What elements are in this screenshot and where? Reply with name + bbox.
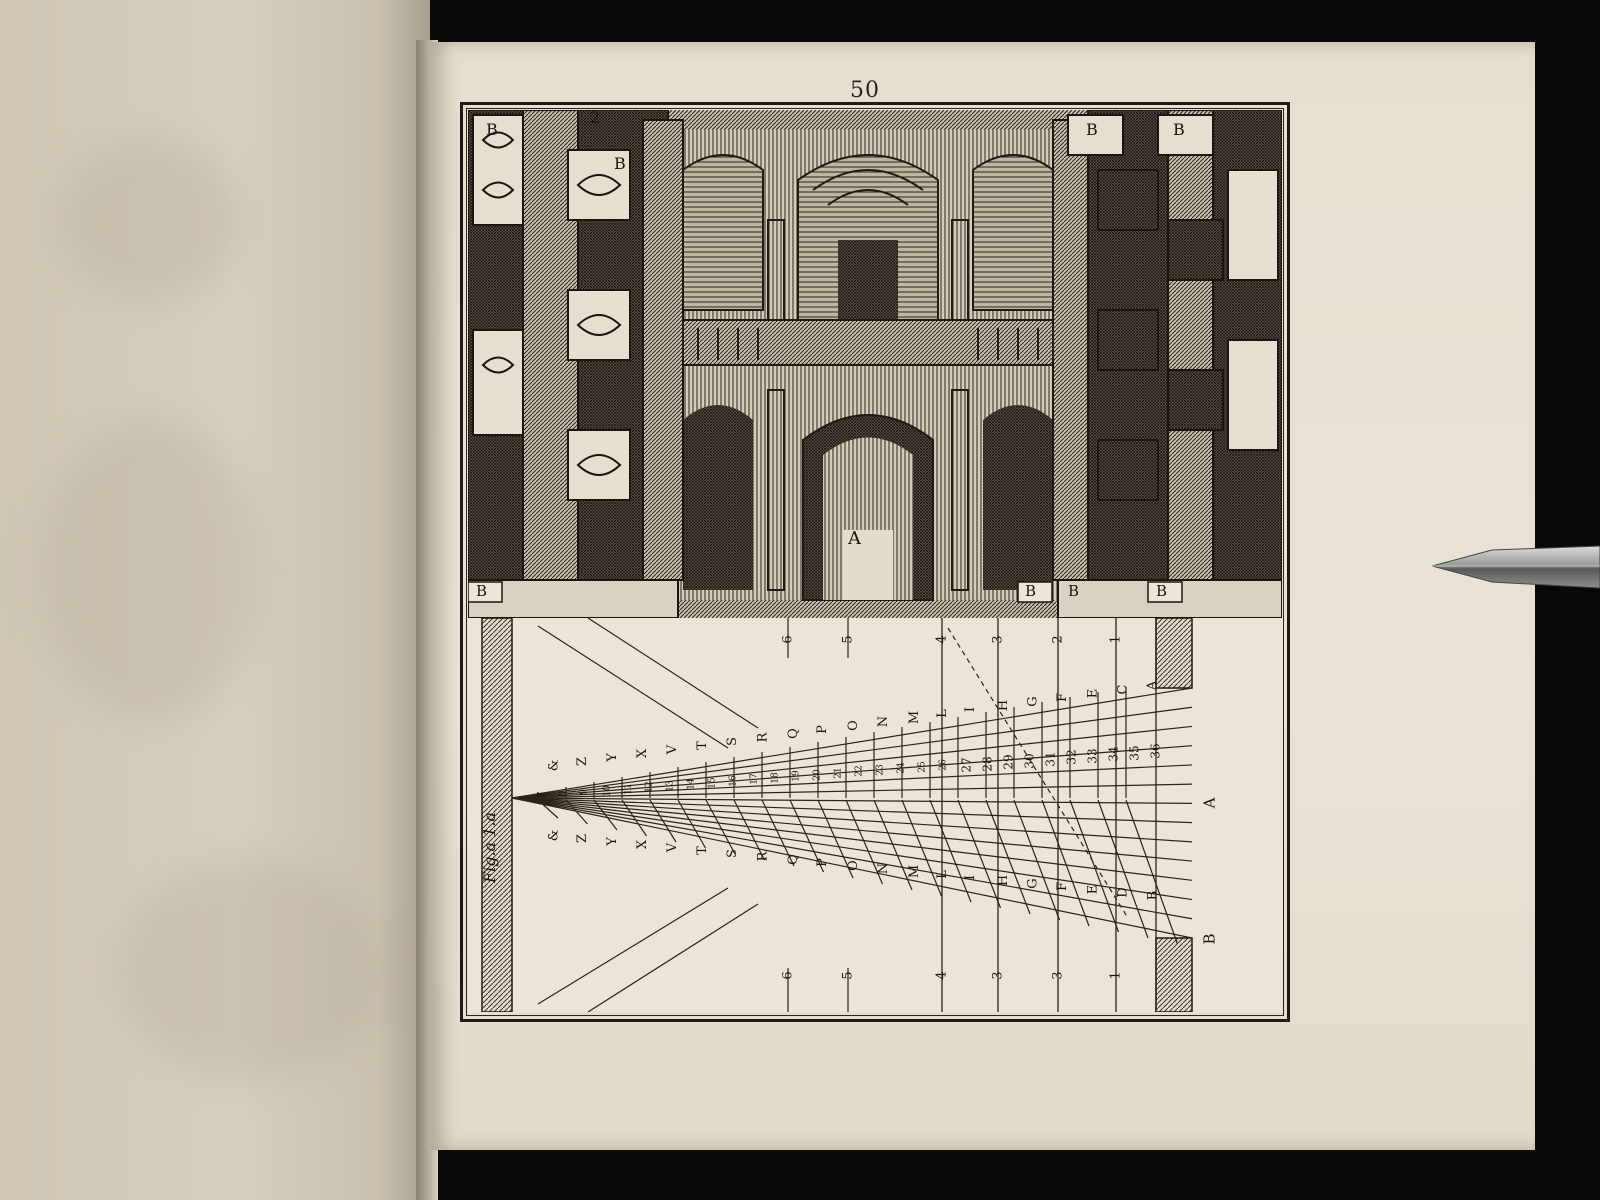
- lower-letter-label: O: [845, 860, 861, 871]
- label-b-top-right-1: B: [1086, 120, 1098, 139]
- page-stain: [60, 140, 240, 300]
- upper-letter-label: G: [1025, 696, 1041, 707]
- upper-letter-label: L: [934, 709, 950, 718]
- perspective-diagram: [468, 618, 1282, 1012]
- lower-letter-label: T: [694, 846, 710, 855]
- number-label: 28: [980, 756, 995, 772]
- label-b-top-right-2: B: [1173, 120, 1185, 139]
- lower-letter-label: D: [1115, 887, 1131, 898]
- bottom-scale-number: 1: [1108, 971, 1124, 980]
- lower-letter-label: F: [1055, 881, 1071, 892]
- upper-letter-label: N: [876, 715, 892, 728]
- number-label: 32: [1064, 749, 1079, 766]
- top-scale-number: 1: [1108, 635, 1124, 644]
- number-label: 16: [728, 775, 739, 787]
- top-scale-number: 4: [934, 635, 950, 644]
- bottom-scale-number: 6: [780, 971, 796, 980]
- letter-opener-blade: [1432, 544, 1600, 602]
- number-label: 25: [917, 760, 928, 773]
- number-label: 18: [770, 772, 781, 784]
- lower-letter-label: M: [907, 864, 923, 879]
- number-label: 9: [578, 789, 589, 796]
- number-label: 10: [602, 784, 613, 797]
- bottom-scale-number: 3: [990, 971, 1006, 980]
- lower-letter-label: G: [1025, 878, 1041, 889]
- blade-illustration: [1432, 544, 1600, 602]
- number-label: 20: [812, 768, 823, 781]
- lower-letter-label: V: [665, 842, 681, 853]
- page-stain: [120, 860, 380, 1080]
- bottom-scale-number: 4: [934, 971, 950, 980]
- upper-letter-label: H: [996, 699, 1012, 712]
- number-label: 21: [833, 767, 844, 779]
- label-b-bottom-1: B: [476, 582, 488, 600]
- number-label: 11: [623, 783, 634, 795]
- lower-letter-label: Q: [785, 854, 801, 865]
- upper-letter-label: &: [546, 759, 562, 772]
- architectural-engraving: [468, 110, 1282, 618]
- number-label: 12: [644, 781, 655, 794]
- upper-letter-label: S: [724, 737, 740, 746]
- number-label: 23: [875, 764, 886, 776]
- label-b-bottom-3: B: [1068, 582, 1080, 600]
- number-label: 31: [1043, 751, 1058, 767]
- label-b-bottom-2: B: [1025, 582, 1037, 600]
- number-label: 15: [707, 776, 718, 789]
- lower-letter-label: S: [724, 849, 740, 858]
- lower-letter-label: L: [934, 870, 950, 879]
- label-b-top-left: B: [486, 120, 498, 139]
- number-label: 33: [1085, 748, 1100, 764]
- upper-letter-label: P: [814, 725, 830, 734]
- number-label: 34: [1106, 746, 1121, 762]
- lower-letter-label: N: [876, 862, 892, 875]
- left-page: [0, 0, 430, 1200]
- number-label: 27: [959, 757, 974, 774]
- diagram-label-layer: [468, 618, 1282, 1012]
- lower-letter-label: I: [963, 874, 979, 881]
- number-label: 26: [938, 759, 949, 771]
- label-b-pillar: B: [614, 154, 626, 173]
- number-label: 8: [557, 790, 568, 797]
- lower-letter-label: B: [1145, 890, 1161, 901]
- lower-letter-label: Y: [604, 837, 620, 846]
- page-stain: [40, 420, 260, 720]
- upper-letter-label: O: [845, 720, 861, 731]
- upper-letter-label: R: [755, 732, 771, 743]
- upper-letter-label: Z: [575, 756, 591, 767]
- upper-letter-label: X: [635, 748, 651, 759]
- upper-letter-label: E: [1085, 688, 1101, 699]
- upper-letter-label: F: [1055, 692, 1071, 703]
- number-label: 29: [1001, 754, 1016, 770]
- right-label-b: B: [1200, 933, 1219, 945]
- upper-letter-label: C: [1115, 684, 1131, 695]
- top-scale-number: 3: [990, 635, 1006, 644]
- number-label: 19: [791, 770, 802, 782]
- number-label: 24: [896, 762, 907, 774]
- page-number: 50: [850, 78, 880, 103]
- lower-letter-label: P: [814, 858, 830, 867]
- number-label: 14: [686, 778, 697, 790]
- figure-label: Fig.a 1.a: [479, 812, 499, 883]
- number-label: 7: [536, 792, 547, 799]
- lower-letter-label: X: [635, 839, 651, 850]
- number-label: 35: [1127, 744, 1142, 761]
- upper-letter-label: Q: [785, 728, 801, 739]
- label-b-bottom-4: B: [1156, 582, 1168, 600]
- engraving-illustration: [468, 110, 1282, 618]
- right-label-a: A: [1200, 797, 1219, 809]
- upper-letter-label: Y: [604, 753, 620, 762]
- upper-letter-label: M: [907, 710, 923, 725]
- lower-letter-label: Z: [575, 833, 591, 844]
- upper-letter-label: A: [1145, 680, 1161, 691]
- upper-letter-label: V: [665, 744, 681, 755]
- bottom-scale-number: 3: [1050, 971, 1066, 980]
- number-label: 30: [1022, 752, 1037, 769]
- label-a-center: A: [848, 528, 861, 549]
- number-label: 36: [1148, 743, 1163, 759]
- top-scale-number: 2: [1050, 635, 1066, 644]
- label-2-pillar: 2: [590, 110, 601, 127]
- bottom-scale-number: 5: [840, 971, 856, 980]
- lower-letter-label: &: [546, 829, 562, 842]
- number-label: 13: [665, 780, 676, 792]
- lower-letter-label: R: [755, 851, 771, 862]
- number-label: 17: [749, 773, 760, 786]
- top-scale-number: 5: [840, 635, 856, 644]
- lower-letter-label: H: [996, 874, 1012, 887]
- lower-letter-label: E: [1085, 884, 1101, 895]
- top-scale-number: 6: [780, 635, 796, 644]
- number-label: 22: [854, 765, 865, 778]
- upper-letter-label: T: [694, 741, 710, 750]
- upper-letter-label: I: [963, 706, 979, 713]
